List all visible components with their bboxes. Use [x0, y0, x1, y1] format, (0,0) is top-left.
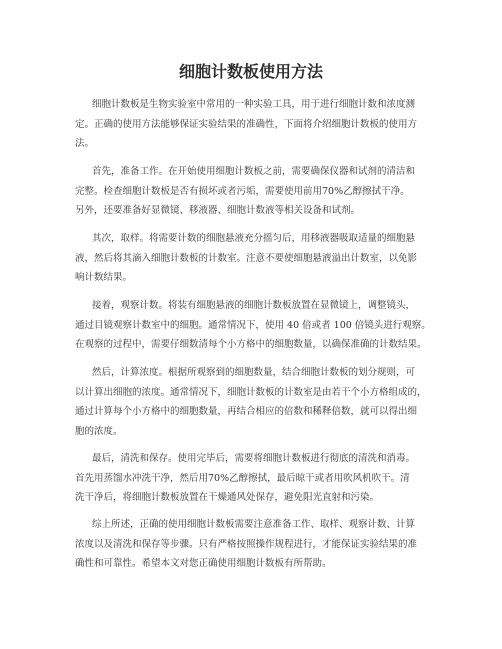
paragraph-line: 定。正确的使用方法能够保证实验结果的准确性，下面将介绍细胞计数板的使用方	[75, 118, 418, 130]
paragraph-sampling	[75, 229, 433, 288]
paragraph-observation	[75, 296, 433, 355]
paragraph-line: 其次，取样。将需要计数的细胞悬液充分摇匀后，用移液器吸取适量的细胞悬	[92, 233, 416, 244]
paragraph-line: 综上所述，正确的使用细胞计数板需要注意准备工作、取样、观察计数、计算	[92, 519, 416, 530]
paragraph-line: 在观察的过程中，需要仔细数清每个小方格中的细胞数量，以确保准确的计数结果。	[75, 339, 427, 350]
paragraph-line: 通过计算每个小方格中的细胞数量，再结合相应的倍数和稀释倍数，就可以得出细	[75, 406, 418, 417]
paragraph-line: 完整。检查细胞计数板是否有损坏或者污垢，需要使用前用70%乙醇擦拭干净。	[75, 185, 410, 197]
paragraph-preparation	[75, 162, 433, 221]
paragraph-concentration	[75, 363, 433, 441]
paragraph-line: 法。	[75, 138, 95, 149]
paragraph-line: 首先，准备工作。在开始使用细胞计数板之前，需要确保仪器和试剂的清洁和	[92, 166, 416, 177]
paragraph-line: 以计算出细胞的浓度。通常情况下，细胞计数板的计数室是由若干个小方格组成的，	[75, 386, 427, 398]
paragraph-line: 液，然后将其滴入细胞计数板的计数室。注意不要使细胞悬液溢出计数室，以免影	[75, 252, 418, 264]
page-title: 细胞计数板使用方法	[178, 62, 323, 81]
paragraph-line: 最后，清洗和保存。使用完毕后，需要将细胞计数板进行彻底的清洗和消毒。	[92, 453, 416, 464]
paragraph-line: 确性和可靠性。希望本文对您正确使用细胞计数板有所帮助。	[75, 558, 332, 569]
paragraph-line: 另外，还要准备好显微镜、移液器、细胞计数液等相关设备和试剂。	[75, 205, 361, 216]
paragraph-line: 胞的浓度。	[75, 425, 123, 437]
paragraph-line: 洗干净后，将细胞计数板放置在干燥通风处保存，避免阳光直射和污染。	[75, 492, 380, 503]
paragraph-summary	[75, 515, 433, 574]
paragraph-line: 接着，观察计数。将装有细胞悬液的细胞计数板放置在显微镜上，调整镜头，	[92, 300, 416, 311]
paragraph-line: 通过目镜观察计数室中的细胞。通常情况下，使用 40 倍或者 100 倍镜头进行观察。	[75, 319, 431, 331]
paragraph-line: 然后，计算浓度。根据所观察到的细胞数量，结合细胞计数板的划分规则，可	[92, 367, 416, 378]
paragraph-line: 浓度以及清洗和保存等步骤。只有严格按照操作规程进行，才能保证实验结果的准	[75, 538, 418, 550]
paragraph-line: 首先用蒸馏水冲洗干净，然后用70%乙醇擦拭，最后晾干或者用吹风机吹干。清	[75, 472, 410, 484]
paragraph-intro	[75, 95, 433, 154]
paragraph-line: 细胞计数板是生物实验室中常用的一种实验工具，用于进行细胞计数和浓度测	[92, 99, 416, 110]
paragraph-cleaning	[75, 449, 433, 508]
paragraph-line: 响计数结果。	[75, 272, 133, 283]
